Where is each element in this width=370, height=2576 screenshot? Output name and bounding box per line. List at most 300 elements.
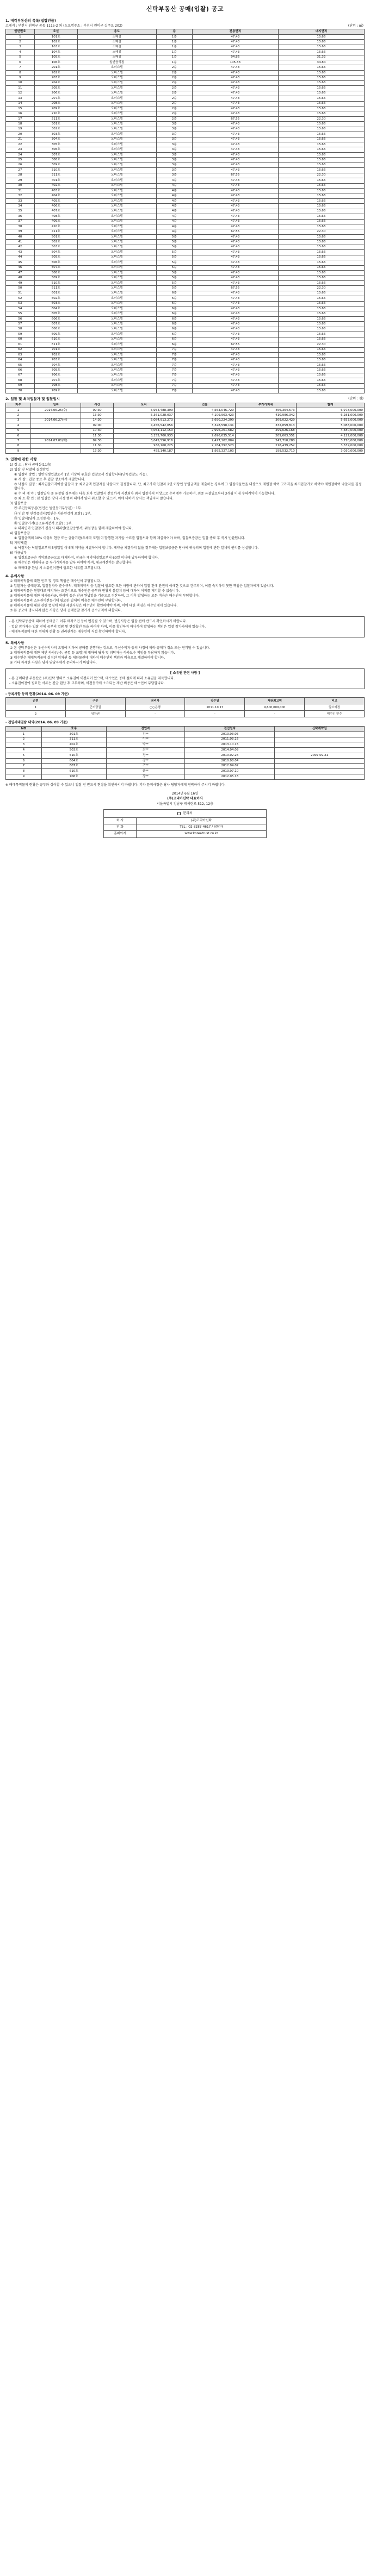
table-cell: 오피스텔 bbox=[77, 358, 156, 362]
table-cell: 1층 bbox=[156, 45, 192, 49]
table-cell: 22.30 bbox=[278, 116, 364, 121]
table-cell: 4층 bbox=[156, 188, 192, 193]
section3-line: ⑤ 최 소 확 인 : 본 입찰은 당사 사정 범위 내에서 임의 취소할 수 있으며, 이에 대하여 당사는 책임지지 않습니다. bbox=[14, 497, 174, 501]
table-cell: 매수인 인수 bbox=[305, 711, 365, 717]
table-row bbox=[6, 183, 365, 188]
table-cell: 47.43 bbox=[192, 373, 278, 378]
table-cell: 오피스텔 bbox=[77, 307, 156, 311]
table-cell: 37 bbox=[6, 219, 35, 224]
column-header: 시간 bbox=[81, 403, 113, 408]
table-cell: 15.66 bbox=[278, 332, 364, 337]
table-cell: 오피스텔 bbox=[77, 276, 156, 280]
table-cell: 503호 bbox=[34, 245, 77, 249]
table-cell: 47.43 bbox=[192, 178, 278, 183]
table-cell: 15.66 bbox=[278, 158, 364, 162]
table-cell: 15.66 bbox=[278, 352, 364, 357]
table-cell: 22.30 bbox=[278, 173, 364, 178]
table-cell: 67.55 bbox=[192, 286, 278, 291]
table-cell: 오피스텔 bbox=[77, 96, 156, 101]
contact-box bbox=[103, 809, 267, 837]
table-cell: 4 bbox=[6, 748, 42, 753]
table-cell: 456,304,673 bbox=[235, 408, 296, 412]
table-cell: 47.43 bbox=[192, 132, 278, 137]
table-row bbox=[6, 280, 365, 285]
table-cell: 5층 bbox=[156, 276, 192, 280]
column-header: 용도 bbox=[77, 29, 156, 34]
page-title: 신탁부동산 공매(입찰) 공고 bbox=[146, 5, 224, 12]
table-cell: 28 bbox=[6, 173, 35, 178]
table-cell: 47.43 bbox=[192, 322, 278, 327]
table-cell: 4층 bbox=[156, 193, 192, 198]
table-cell: 4층 bbox=[156, 178, 192, 183]
table-cell: 오피스텔 bbox=[77, 280, 156, 285]
table-cell: 오피스텔 bbox=[77, 204, 156, 209]
table-cell: 15.66 bbox=[278, 80, 364, 85]
table-row bbox=[6, 198, 365, 203]
table-row bbox=[6, 209, 365, 214]
table-cell: 7층 bbox=[156, 383, 192, 388]
table-cell bbox=[31, 449, 81, 454]
table-cell: 3,045,556,916 bbox=[113, 439, 174, 443]
column-header: 일자 bbox=[31, 403, 81, 408]
table-cell: 6,978,000,000 bbox=[296, 408, 364, 412]
table-cell: 47.43 bbox=[192, 368, 278, 373]
table-cell: 47.43 bbox=[192, 240, 278, 245]
table-cell: 68 bbox=[6, 378, 35, 383]
section3-line: 5) 계약체결 bbox=[10, 541, 27, 546]
table-cell: 47.43 bbox=[192, 76, 278, 80]
table-row bbox=[6, 311, 365, 316]
table-cell: 218,439,252 bbox=[235, 443, 296, 448]
table-cell: 오피스텔 bbox=[77, 378, 156, 383]
registration-table-body bbox=[6, 704, 365, 717]
table-cell: 6층 bbox=[156, 311, 192, 316]
table-cell: 503호 bbox=[41, 748, 106, 753]
table-cell: 오피스텔 bbox=[77, 101, 156, 106]
table-cell: 15.66 bbox=[278, 276, 364, 280]
section4-body bbox=[5, 579, 365, 614]
table-cell: 오피스텔 bbox=[77, 296, 156, 301]
table-cell: 44 bbox=[6, 255, 35, 260]
table-cell: 47.43 bbox=[192, 127, 278, 132]
table-cell: 오피스텔 bbox=[77, 316, 156, 321]
table-cell: 47.43 bbox=[192, 65, 278, 70]
table-cell: 2014.06.25(수) bbox=[31, 408, 81, 412]
table-cell: 2012.05.16 bbox=[185, 774, 275, 780]
table-cell: 269,663,551 bbox=[235, 433, 296, 438]
table-cell: 오피스텔 bbox=[77, 229, 156, 234]
table-cell: 오피스텔 bbox=[77, 188, 156, 193]
table-cell: 5,954,488,399 bbox=[113, 408, 174, 412]
table-row bbox=[6, 158, 365, 162]
table-cell: 4층 bbox=[156, 229, 192, 234]
table-cell: 5 bbox=[6, 753, 42, 758]
table-cell: 56 bbox=[6, 316, 35, 321]
table-row bbox=[6, 362, 365, 367]
table-cell: 401호 bbox=[34, 178, 77, 183]
table-cell: 2 bbox=[6, 413, 31, 418]
table-cell: 403호 bbox=[34, 188, 77, 193]
table-cell: 오피스텔 bbox=[77, 322, 156, 327]
table-cell: ○○은행 bbox=[125, 704, 185, 711]
table-cell: 604호 bbox=[34, 307, 77, 311]
table-cell: 308호 bbox=[34, 158, 77, 162]
table-cell: 7 bbox=[6, 65, 35, 70]
table-cell: 409호 bbox=[34, 219, 77, 224]
table-row bbox=[6, 389, 365, 393]
table-cell: 오피스텔 bbox=[77, 65, 156, 70]
table-cell: 38 bbox=[6, 224, 35, 229]
table-cell: 오피스텔 bbox=[77, 240, 156, 245]
table-cell: 4 bbox=[6, 423, 31, 428]
table-cell: 오피스텔 bbox=[77, 224, 156, 229]
contact-key: 홈페이지 bbox=[104, 831, 137, 837]
column-header: 신탁계약일 bbox=[275, 726, 365, 731]
units-table-body bbox=[6, 34, 365, 393]
table-cell: 510호 bbox=[41, 753, 106, 758]
table-cell: 2007.09.21 bbox=[275, 753, 365, 758]
table-cell: 5,084,913,273 bbox=[113, 418, 174, 423]
table-cell: 605호 bbox=[34, 311, 77, 316]
history-table bbox=[5, 726, 365, 780]
table-cell: 43 bbox=[6, 250, 35, 255]
contact-value: TEL : 02-3287-4617 / 담당자 bbox=[180, 826, 223, 829]
table-cell: 11:30 bbox=[81, 443, 113, 448]
table-cell: 47.43 bbox=[192, 337, 278, 342]
table-cell: 오피스텔 bbox=[77, 193, 156, 198]
table-cell: 15.66 bbox=[278, 358, 364, 362]
caution-line: - 입찰 참가자는 입찰 전에 공부의 열람 및 현장확인 등을 하여야 하며, 이를 확인하지 아니하여 발생하는 책임은 입찰 참가자에게 있습니다. bbox=[9, 624, 206, 629]
table-cell: 47.43 bbox=[192, 106, 278, 111]
table-cell: 332,859,813 bbox=[235, 423, 296, 428]
table-cell: 47.43 bbox=[192, 311, 278, 316]
table-row bbox=[6, 224, 365, 229]
table-cell: 105호 bbox=[34, 55, 77, 60]
table-row bbox=[6, 188, 365, 193]
table-cell: 2층 bbox=[156, 111, 192, 116]
table-cell: 5 bbox=[6, 55, 35, 60]
table-row bbox=[6, 91, 365, 96]
section4-line: ⑦ 본 공고에 명시되지 않은 사항은 당사 공매입찰 참가자 준수규칙에 의합니다. bbox=[10, 609, 122, 613]
table-cell: 410,996,342 bbox=[235, 413, 296, 418]
table-cell: 3층 bbox=[156, 173, 192, 178]
table-cell: 5층 bbox=[156, 250, 192, 255]
notice-box-title: [ 소유권 관련 사항 ] bbox=[170, 671, 200, 676]
table-row bbox=[6, 45, 365, 49]
table-cell: 2014.06.27(금) bbox=[31, 418, 81, 423]
table-cell: 15.66 bbox=[278, 291, 364, 296]
table-row bbox=[6, 34, 365, 39]
history-title: - 전입세대열람 내역(2014. 06. 09 기준) bbox=[5, 721, 68, 725]
table-cell: 59 bbox=[6, 332, 35, 337]
table-cell: 강** bbox=[106, 758, 185, 764]
table-row bbox=[6, 178, 365, 183]
table-cell: 508호 bbox=[34, 270, 77, 275]
table-cell: 8 bbox=[6, 70, 35, 75]
table-cell: 305호 bbox=[34, 142, 77, 147]
table-cell: 611호 bbox=[34, 342, 77, 347]
table-cell: 47.43 bbox=[192, 147, 278, 152]
table-cell: 15.66 bbox=[278, 209, 364, 214]
section3-body bbox=[5, 463, 365, 571]
table-cell: 김** bbox=[106, 731, 185, 737]
table-cell: 104호 bbox=[34, 50, 77, 55]
table-cell: 오피스텔 bbox=[77, 137, 156, 142]
section3-line: ㉰ 입찰서(당사 소정양식) : 1부. bbox=[14, 516, 60, 521]
column-header: 토지 bbox=[113, 403, 174, 408]
table-cell: 408호 bbox=[34, 214, 77, 219]
table-row bbox=[6, 260, 365, 265]
section3-line: ㉯ 인감 및 인감증명서(법인은 사용인감계 포함) : 1부. bbox=[14, 511, 91, 516]
table-cell: 33 bbox=[6, 198, 35, 203]
table-cell: 7층 bbox=[156, 347, 192, 352]
table-cell: 47.43 bbox=[192, 137, 278, 142]
table-cell: 15.66 bbox=[278, 362, 364, 367]
table-row bbox=[6, 383, 365, 388]
table-cell: 206호 bbox=[34, 91, 77, 96]
table-cell: 오피스텔 bbox=[77, 337, 156, 342]
table-cell: 5층 bbox=[156, 286, 192, 291]
table-cell: 오피스텔 bbox=[77, 162, 156, 167]
table-cell: 3층 bbox=[156, 137, 192, 142]
table-cell: 15.66 bbox=[278, 383, 364, 388]
column-header: 호실 bbox=[34, 29, 77, 34]
table-cell bbox=[31, 433, 81, 438]
table-cell: 오피스텔 bbox=[77, 127, 156, 132]
table-cell: 24 bbox=[6, 152, 35, 157]
table-cell: 15.66 bbox=[278, 193, 364, 198]
table-cell: 310호 bbox=[34, 168, 77, 173]
table-cell: 5 bbox=[6, 428, 31, 433]
table-cell: 47.43 bbox=[192, 152, 278, 157]
table-cell: 202호 bbox=[34, 70, 77, 75]
table-row bbox=[6, 291, 365, 296]
table-cell bbox=[275, 758, 365, 764]
column-header: 전용면적 bbox=[192, 29, 278, 34]
table-cell: 오피스텔 bbox=[77, 311, 156, 316]
table-row bbox=[6, 70, 365, 75]
section4-line: ⑥ 매매목적물에 대한 관련 법령에 의한 제한사항은 매수인이 확인하여야 하며, 이에 대한 책임은 매수인에게 있습니다. bbox=[10, 604, 178, 608]
section3-line: 6) 대금납부 bbox=[10, 551, 27, 555]
table-cell bbox=[31, 423, 81, 428]
table-cell: 5,653,000,000 bbox=[296, 418, 364, 423]
table-row bbox=[6, 358, 365, 362]
table-cell: 47.43 bbox=[192, 332, 278, 337]
table-cell: 25 bbox=[6, 158, 35, 162]
table-row bbox=[6, 86, 365, 91]
table-cell: 오피스텔 bbox=[77, 373, 156, 378]
table-cell: 15.66 bbox=[278, 142, 364, 147]
table-cell: 702호 bbox=[34, 352, 77, 357]
table-cell: 41 bbox=[6, 240, 35, 245]
table-row bbox=[6, 711, 365, 717]
section3-line: ④ 수 의 계 약 : 입찰일시 중 유찰될 경우에는 다음 회차 입찰일시 전일까지 직전회차 최저 입찰가격 이상으로 수의계약 가능하며, 최종 유찰일로부터 3개월 이내 수의계약이 가능합니다. bbox=[14, 492, 276, 496]
table-cell: 102호 bbox=[34, 40, 77, 45]
column-header: 접수일 bbox=[185, 698, 245, 704]
table-row bbox=[6, 753, 365, 758]
table-cell: 31 bbox=[6, 188, 35, 193]
table-cell: 5,361,028,037 bbox=[113, 413, 174, 418]
table-row bbox=[6, 250, 365, 255]
table-row bbox=[6, 413, 365, 418]
table-cell: 50 bbox=[6, 286, 35, 291]
table-row bbox=[6, 255, 365, 260]
section2-meta bbox=[5, 397, 365, 401]
table-cell bbox=[275, 742, 365, 748]
table-cell: 7층 bbox=[156, 378, 192, 383]
table-cell: 15 bbox=[6, 106, 35, 111]
table-cell: 3층 bbox=[156, 147, 192, 152]
table-cell: 6층 bbox=[156, 342, 192, 347]
table-cell: 15.66 bbox=[278, 168, 364, 173]
table-row bbox=[6, 737, 365, 742]
table-cell: 311호 bbox=[41, 737, 106, 742]
table-row bbox=[6, 276, 365, 280]
table-cell: 610호 bbox=[41, 769, 106, 774]
column-header: 전입자 bbox=[106, 726, 185, 731]
closing-note: ※ 매매목적물의 현황은 공부와 상이할 수 있으니 입찰 전 반드시 현장을 확인하시기 바랍니다. 기타 문의사항은 당사 담당자에게 연락하여 주시기 바랍니다. bbox=[5, 783, 226, 787]
table-cell: 15.66 bbox=[278, 255, 364, 260]
table-row bbox=[6, 373, 365, 378]
table-cell: 오피스텔 bbox=[77, 286, 156, 291]
table-row bbox=[6, 240, 365, 245]
table-cell: 오피스텔 bbox=[77, 347, 156, 352]
table-cell: 10 bbox=[6, 80, 35, 85]
table-cell: 7 bbox=[6, 439, 31, 443]
table-cell: 근저당권 bbox=[65, 704, 125, 711]
contact-row bbox=[104, 818, 266, 824]
table-row bbox=[6, 55, 365, 60]
table-cell: 34.84 bbox=[278, 60, 364, 65]
table-cell: 오피스텔 bbox=[77, 116, 156, 121]
table-cell: 6층 bbox=[156, 316, 192, 321]
table-cell: 15.66 bbox=[278, 322, 364, 327]
table-cell: 1층 bbox=[156, 40, 192, 45]
table-cell: 1층 bbox=[156, 34, 192, 39]
table-cell: 36 bbox=[6, 214, 35, 219]
table-cell: 2012.04.02 bbox=[185, 764, 275, 769]
section3-line: ① 입찰의 방법 : 일반경쟁입찰로서 1인 이상의 유효한 입찰로서 성립합니다(단독입찰도 가능). bbox=[14, 472, 148, 477]
table-cell: 4,456,542,056 bbox=[113, 423, 174, 428]
table-row bbox=[6, 368, 365, 373]
table-cell: 13:30 bbox=[81, 449, 113, 454]
table-row bbox=[6, 147, 365, 152]
schedule-table bbox=[5, 403, 365, 454]
section4-line: ③ 매매목적물은 현황대로 매각하는 조건이므로 매수인은 공부와 현황의 불일치 등에 대하여 이의를 제기할 수 없습니다. bbox=[10, 589, 180, 593]
table-cell: 3층 bbox=[156, 168, 192, 173]
table-cell: 2010.02.26 bbox=[185, 753, 275, 758]
table-cell: 64 bbox=[6, 358, 35, 362]
table-cell: 15.66 bbox=[278, 204, 364, 209]
section3-line: ③ 매매대금 완납 시 소유권이전에 필요한 서류를 교부합니다. bbox=[14, 566, 101, 570]
table-cell: 11:30 bbox=[81, 433, 113, 438]
table-cell: 7층 bbox=[156, 368, 192, 373]
table-cell: 2층 bbox=[156, 96, 192, 101]
table-cell: 오피스텔 bbox=[77, 245, 156, 249]
table-row bbox=[6, 758, 365, 764]
table-row bbox=[6, 193, 365, 198]
table-cell: 311호 bbox=[34, 173, 77, 178]
contact-key: 회 사 bbox=[104, 818, 137, 824]
table-cell: 1층 bbox=[156, 55, 192, 60]
table-row bbox=[6, 65, 365, 70]
table-cell: 299,626,168 bbox=[235, 428, 296, 433]
table-cell: 2층 bbox=[156, 76, 192, 80]
table-cell: 이** bbox=[106, 737, 185, 742]
table-cell: 47.43 bbox=[192, 122, 278, 127]
table-cell: 199,532,710 bbox=[235, 449, 296, 454]
table-cell: 67.55 bbox=[192, 116, 278, 121]
table-cell: 15.66 bbox=[278, 301, 364, 306]
table-cell: 4층 bbox=[156, 183, 192, 188]
column-header: 합계 bbox=[296, 403, 364, 408]
table-cell: 6 bbox=[6, 60, 35, 65]
table-row bbox=[6, 234, 365, 239]
table-cell: 15.66 bbox=[278, 327, 364, 332]
table-cell: 608호 bbox=[34, 327, 77, 332]
table-cell: 60 bbox=[6, 337, 35, 342]
table-cell: 411호 bbox=[34, 229, 77, 234]
table-cell: 47.43 bbox=[192, 198, 278, 203]
table-cell: 55 bbox=[6, 311, 35, 316]
table-cell: 1 bbox=[6, 408, 31, 412]
table-cell: 4,563,046,729 bbox=[174, 408, 235, 412]
table-cell: 5층 bbox=[156, 255, 192, 260]
table-cell: 3 bbox=[6, 742, 42, 748]
table-cell: 2층 bbox=[156, 80, 192, 85]
table-row bbox=[6, 332, 365, 337]
table-cell: 15.66 bbox=[278, 96, 364, 101]
table-cell: 510호 bbox=[34, 280, 77, 285]
table-cell: 7 bbox=[6, 764, 42, 769]
table-cell: 7층 bbox=[156, 389, 192, 393]
table-row bbox=[6, 769, 365, 774]
table-cell: 39 bbox=[6, 229, 35, 234]
table-cell: 47 bbox=[6, 270, 35, 275]
table-cell: 2014.04.09 bbox=[185, 748, 275, 753]
table-cell: 3,155,700,935 bbox=[113, 433, 174, 438]
column-header: 비고 bbox=[305, 698, 365, 704]
table-cell: 15.66 bbox=[278, 70, 364, 75]
section3-line: 2) 입찰 및 낙찰의 결정방법 bbox=[10, 467, 49, 472]
table-cell: 15.66 bbox=[278, 260, 364, 265]
table-cell: 6층 bbox=[156, 291, 192, 296]
table-cell: 15.66 bbox=[278, 162, 364, 167]
table-cell: 15.66 bbox=[278, 311, 364, 316]
table-cell: 13:30 bbox=[81, 413, 113, 418]
table-cell: 306호 bbox=[34, 147, 77, 152]
section1-meta bbox=[5, 24, 365, 28]
table-cell: 일반음식점 bbox=[77, 60, 156, 65]
table-cell: 5층 bbox=[156, 280, 192, 285]
table-cell: 15.66 bbox=[278, 45, 364, 49]
table-row bbox=[6, 127, 365, 132]
table-row bbox=[6, 378, 365, 383]
table-cell: 오피스텔 bbox=[77, 352, 156, 357]
table-cell: 오피스텔 bbox=[77, 270, 156, 275]
history-table-body bbox=[6, 731, 365, 779]
table-cell: - bbox=[185, 711, 245, 717]
table-cell: 13 bbox=[6, 96, 35, 101]
table-row bbox=[6, 347, 365, 352]
units-table-header bbox=[6, 29, 365, 34]
table-cell: 3층 bbox=[156, 158, 192, 162]
table-cell: 9 bbox=[6, 449, 31, 454]
table-cell: 936,168,225 bbox=[113, 443, 174, 448]
table-cell: 47.43 bbox=[192, 158, 278, 162]
footer-address: 서울특별시 강남구 테헤란로 512, 12층 bbox=[157, 802, 213, 806]
table-cell: 47.43 bbox=[192, 193, 278, 198]
